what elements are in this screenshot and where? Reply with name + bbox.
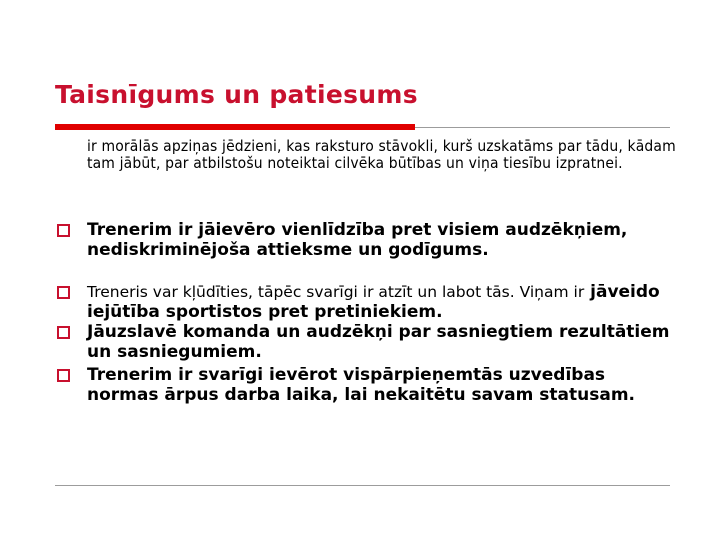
bullet-item <box>87 282 677 322</box>
bullet-item <box>87 322 677 362</box>
bullet-text: Trenerim ir jāievēro vienlīdzība pret visiem audzēkņiem, nediskriminējoša attieksme un godīgums. <box>87 220 628 260</box>
footer-rule <box>55 485 670 486</box>
bullet-item <box>87 365 677 405</box>
bullet-item <box>87 220 677 260</box>
bullet-text: Jāuzslavē komanda un audzēkņi par sasniegtiem rezultātiem un sasniegumiem. <box>87 322 670 362</box>
intro-paragraph: ir morālās apziņas jēdzieni, kas raksturo stāvokli, kurš uzskatāms par tādu, kādam tam jābūt, par atbilstošu noteiktai cilvēka būtības un viņa tiesību izpratnei. <box>87 137 676 172</box>
hollow-square-bullet-icon <box>57 369 70 382</box>
hollow-square-bullet-icon <box>57 224 70 237</box>
hollow-square-bullet-icon <box>57 326 70 339</box>
title-accent-bar <box>55 124 415 130</box>
bullet-text: Trenerim ir svarīgi ievērot vispārpieņemtās uzvedības normas ārpus darba laika, lai nekaitētu savam statusam. <box>87 365 635 405</box>
bullet-text-bold: jāveido iejūtība sportistos pret pretiniekiem. <box>87 282 660 322</box>
slide-title: Taisnīgums un patiesums <box>55 80 418 109</box>
hollow-square-bullet-icon <box>57 286 70 299</box>
bullet-text-normal: Treneris var kļūdīties, tāpēc svarīgi ir atzīt un labot tās. Viņam ir <box>87 283 585 301</box>
